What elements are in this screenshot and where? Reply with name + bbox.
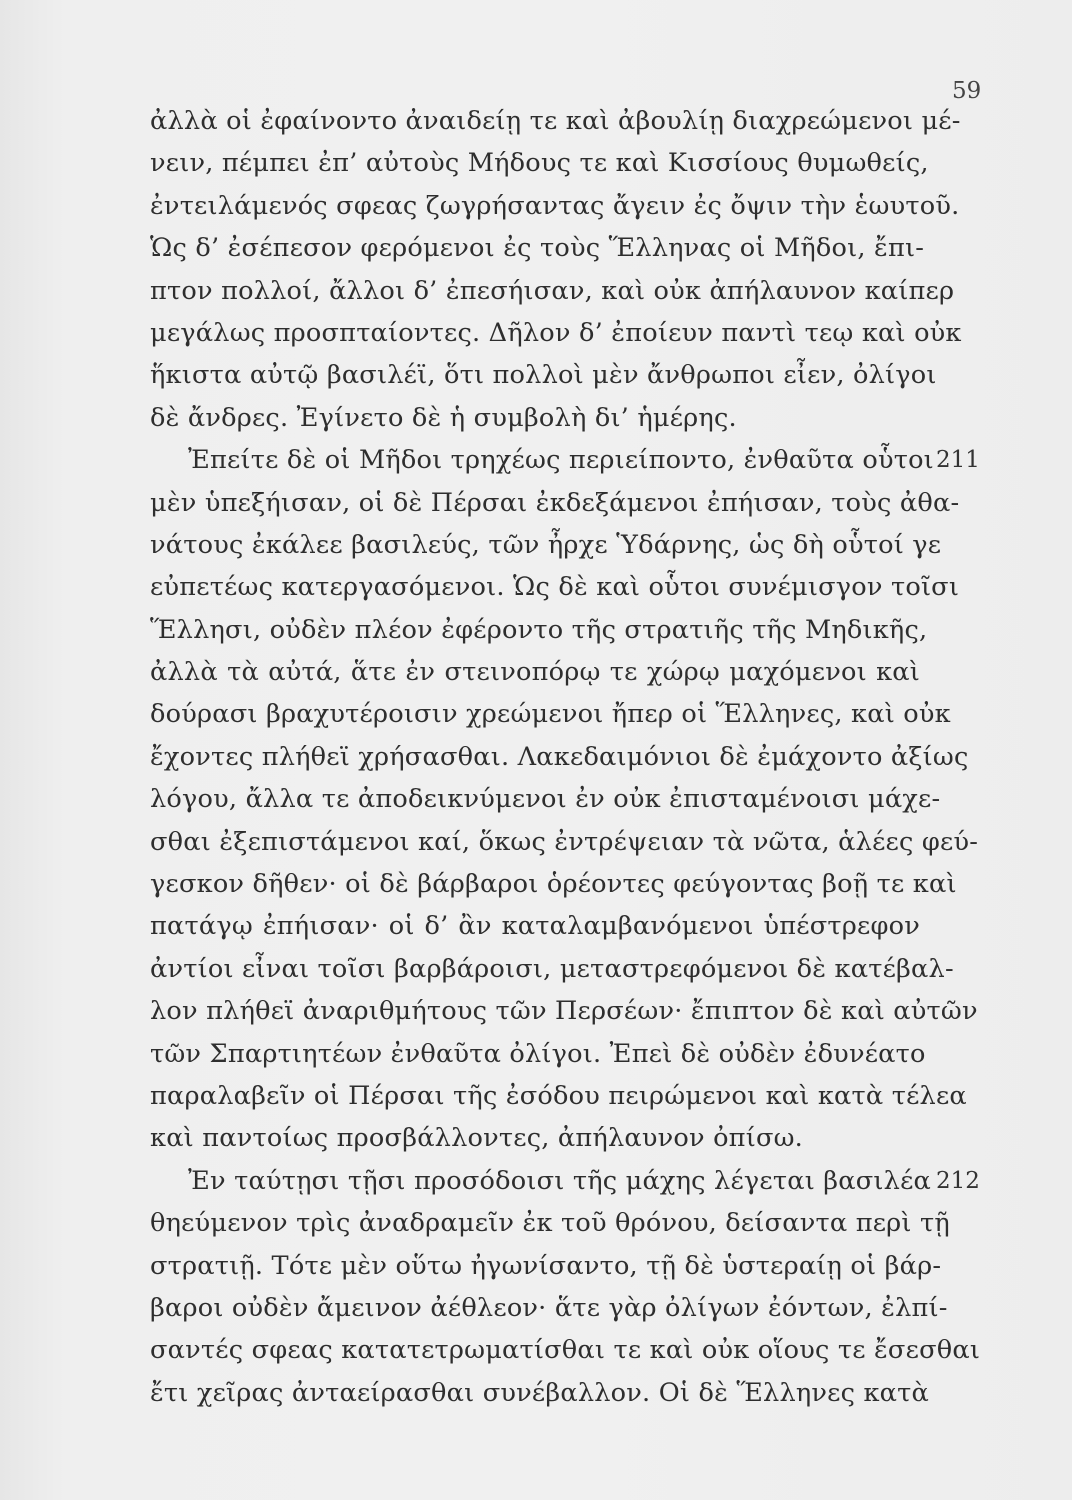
text-line: πτον πολλοί, ἄλλοι δ’ ἐπεσήισαν, καὶ οὐκ ἀπήλαυνον καίπερ [150, 275, 955, 306]
text-line: Ἐπείτε δὲ οἱ Μῆδοι τρηχέως περιείποντο, ἐνθαῦτα οὗτοι [188, 445, 934, 476]
text-line: ἀντίοι εἶναι τοῖσι βαρβάροισι, μεταστρεφόμενοι δὲ κατέβαλ- [150, 953, 954, 984]
text-line: Ἐν ταύτῃσι τῇσι προσόδοισι τῆς μάχης λέγεται βασιλέα [188, 1165, 932, 1196]
text-line: βαροι οὐδὲν ἄμεινον ἀέθλεον· ἅτε γὰρ ὀλίγων ἐόντων, ἐλπί- [150, 1292, 948, 1323]
text-line: σαντές σφεας κατατετρωματίσθαι τε καὶ οὐκ οἵους τε ἔσεσθαι [150, 1335, 981, 1366]
text-line: δὲ ἄνδρες. Ἐγίνετο δὲ ἡ συμβολὴ δι’ ἡμέρης. [150, 402, 737, 433]
text-line: Ὡς δ’ ἐσέπεσον φερόμενοι ἐς τοὺς Ἕλληνας οἱ Μῆδοι, ἔπι- [150, 233, 925, 264]
text-line: μεγάλως προσπταίοντες. Δῆλον δ’ ἐποίευν παντὶ τεῳ καὶ οὐκ [150, 317, 962, 348]
section-number: 211 [936, 447, 980, 474]
text-line: μὲν ὑπεξήισαν, οἱ δὲ Πέρσαι ἐκδεξάμενοι ἐπήισαν, τοὺς ἀθα- [150, 487, 960, 518]
section-number: 212 [936, 1168, 980, 1194]
text-line: λον πλήθεϊ ἀναριθμήτους τῶν Περσέων· ἔπιπτον δὲ καὶ αὐτῶν [150, 996, 978, 1027]
text-line: γεσκον δῆθεν· οἱ δὲ βάρβαροι ὁρέοντες φεύγοντας βοῇ τε καὶ [150, 869, 957, 900]
text-line: θηεύμενον τρὶς ἀναδραμεῖν ἐκ τοῦ θρόνου, δείσαντα περὶ τῇ [150, 1208, 950, 1239]
text-line: καὶ παντοίως προσβάλλοντες, ἀπήλαυνον ὀπίσω. [150, 1123, 804, 1154]
text-line: λόγου, ἄλλα τε ἀποδεικνύμενοι ἐν οὐκ ἐπισταμένοισι μάχε- [150, 784, 941, 815]
text-line: στρατιῇ. Τότε μὲν οὕτω ἠγωνίσαντο, τῇ δὲ ὑστεραίῃ οἱ βάρ- [150, 1250, 942, 1281]
page-number: 59 [952, 78, 982, 104]
text-line: ἐντειλάμενός σφεας ζωγρήσαντας ἄγειν ἐς ὄψιν τὴν ἑωυτοῦ. [150, 190, 960, 221]
text-line: παραλαβεῖν οἱ Πέρσαι τῆς ἐσόδου πειρώμενοι καὶ κατὰ τέλεα [150, 1080, 967, 1111]
text-line: τῶν Σπαρτιητέων ἐνθαῦτα ὀλίγοι. Ἐπεὶ δὲ οὐδὲν ἐδυνέατο [150, 1038, 926, 1069]
text-line: πατάγῳ ἐπήισαν· οἱ δ’ ἂν καταλαμβανόμενοι ὑπέστρεφον [150, 911, 920, 942]
text-line: ἔτι χεῖρας ἀνταείρασθαι συνέβαλλον. Οἱ δὲ Ἕλληνες κατὰ [150, 1377, 930, 1408]
text-line: ἥκιστα αὐτῷ βασιλέϊ, ὅτι πολλοὶ μὲν ἄνθρωποι εἶεν, ὀλίγοι [150, 360, 937, 391]
text-line: ἀλλὰ οἱ ἐφαίνοντο ἀναιδείῃ τε καὶ ἀβουλίῃ διαχρεώμενοι μέ- [150, 106, 961, 136]
text-line: νειν, πέμπει ἐπ’ αὐτοὺς Μήδους τε καὶ Κισσίους θυμωθείς, [150, 148, 929, 179]
text-line: νάτους ἐκάλεε βασιλεύς, τῶν ἦρχε Ὑδάρνης, ὡς δὴ οὗτοί γε [150, 529, 942, 560]
text-line: δούρασι βραχυτέροισιν χρεώμενοι ἤπερ οἱ Ἕλληνες, καὶ οὐκ [150, 699, 951, 730]
text-line: σθαι ἐξεπιστάμενοι καί, ὅκως ἐντρέψειαν τὰ νῶτα, ἁλέες φεύ- [150, 826, 979, 857]
text-line: ἔχοντες πλήθεϊ χρήσασθαι. Λακεδαιμόνιοι δὲ ἐμάχοντο ἀξίως [150, 741, 969, 772]
text-line: ἀλλὰ τὰ αὐτά, ἅτε ἐν στεινοπόρῳ τε χώρῳ μαχόμενοι καὶ [150, 657, 920, 688]
text-line: Ἕλλησι, οὐδὲν πλέον ἐφέροντο τῆς στρατιῆς τῆς Μηδικῆς, [150, 614, 928, 645]
text-line: εὐπετέως κατεργασόμενοι. Ὡς δὲ καὶ οὗτοι συνέμισγον τοῖσι [150, 572, 960, 603]
